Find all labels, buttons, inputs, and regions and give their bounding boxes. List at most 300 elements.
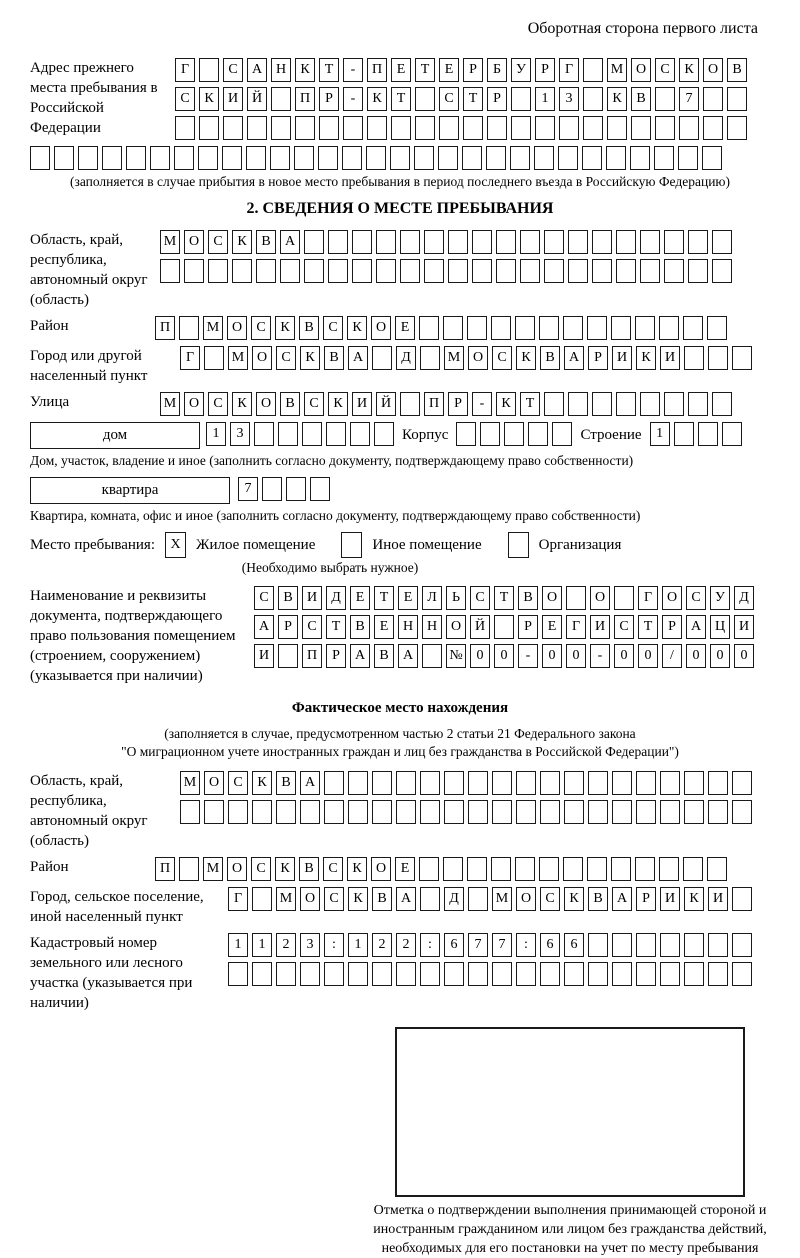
char-cell: С bbox=[540, 887, 560, 911]
char-cell: 0 bbox=[494, 644, 514, 668]
char-cell bbox=[588, 962, 608, 986]
char-cell bbox=[660, 962, 680, 986]
char-cell bbox=[420, 887, 440, 911]
char-cell: И bbox=[708, 887, 728, 911]
char-cell bbox=[204, 800, 224, 824]
char-cell: П bbox=[155, 857, 175, 881]
char-cell bbox=[552, 422, 572, 446]
char-cell bbox=[278, 422, 298, 446]
char-cell: И bbox=[612, 346, 632, 370]
char-cell: С bbox=[251, 316, 271, 340]
char-cell bbox=[708, 346, 728, 370]
char-cell bbox=[683, 857, 703, 881]
char-cell: О bbox=[542, 586, 562, 610]
char-cell bbox=[390, 146, 410, 170]
char-cell: С bbox=[228, 771, 248, 795]
char-cell: В bbox=[350, 615, 370, 639]
char-cell bbox=[448, 230, 468, 254]
char-cell bbox=[684, 346, 704, 370]
char-cell bbox=[516, 771, 536, 795]
char-cell bbox=[276, 962, 296, 986]
char-row bbox=[228, 933, 752, 957]
field-house bbox=[30, 422, 770, 449]
char-cell: К bbox=[232, 230, 252, 254]
actual-location-caption-line1: (заполняется в случае, предусмотренном частью 2 статьи 21 Федерального закона bbox=[164, 726, 636, 741]
char-cell: Р bbox=[588, 346, 608, 370]
char-cell: 7 bbox=[468, 933, 488, 957]
char-cell bbox=[636, 933, 656, 957]
actual-region-rows bbox=[180, 771, 752, 824]
char-cell bbox=[467, 857, 487, 881]
char-row bbox=[155, 316, 727, 340]
char-cell bbox=[660, 800, 680, 824]
char-cell bbox=[496, 230, 516, 254]
char-cell bbox=[491, 857, 511, 881]
char-cell bbox=[707, 857, 727, 881]
char-cell: У bbox=[511, 58, 531, 82]
char-cell bbox=[174, 146, 194, 170]
char-cell: М bbox=[228, 346, 248, 370]
actual-location-caption bbox=[30, 725, 770, 761]
char-cell bbox=[415, 116, 435, 140]
char-cell: Т bbox=[326, 615, 346, 639]
char-cell: М bbox=[492, 887, 512, 911]
char-cell bbox=[515, 316, 535, 340]
street-label: Улица bbox=[30, 394, 70, 410]
char-cell bbox=[540, 771, 560, 795]
char-cell: Ь bbox=[446, 586, 466, 610]
char-cell: Т bbox=[415, 58, 435, 82]
char-cell bbox=[419, 857, 439, 881]
char-row bbox=[160, 230, 732, 254]
char-cell: М bbox=[160, 392, 180, 416]
char-cell: С bbox=[175, 87, 195, 111]
char-cell: Д bbox=[444, 887, 464, 911]
char-cell bbox=[179, 316, 199, 340]
stamp-area bbox=[373, 1027, 785, 1258]
char-cell bbox=[352, 230, 372, 254]
char-cell: А bbox=[348, 346, 368, 370]
char-cell bbox=[376, 230, 396, 254]
cadastral-rows bbox=[228, 933, 752, 986]
char-cell: В bbox=[324, 346, 344, 370]
char-cell bbox=[400, 230, 420, 254]
char-cell: С bbox=[324, 887, 344, 911]
char-cell: Й bbox=[376, 392, 396, 416]
char-cell bbox=[564, 800, 584, 824]
field-city bbox=[30, 346, 770, 386]
char-cell bbox=[328, 259, 348, 283]
char-cell: П bbox=[295, 87, 315, 111]
apartment-caption: Квартира, комната, офис и иное (заполнить согласно документу, подтверждающему право собственности) bbox=[30, 508, 641, 523]
char-cell: Н bbox=[422, 615, 442, 639]
char-cell bbox=[630, 146, 650, 170]
char-cell bbox=[463, 116, 483, 140]
char-cell: Й bbox=[247, 87, 267, 111]
char-row bbox=[160, 259, 732, 283]
char-cell bbox=[544, 230, 564, 254]
char-cell bbox=[539, 316, 559, 340]
char-cell bbox=[732, 800, 752, 824]
char-cell bbox=[727, 87, 747, 111]
char-cell bbox=[614, 586, 634, 610]
char-cell bbox=[592, 259, 612, 283]
char-cell bbox=[372, 800, 392, 824]
char-cell bbox=[636, 962, 656, 986]
char-cell bbox=[300, 962, 320, 986]
char-cell: 3 bbox=[559, 87, 579, 111]
char-cell: 7 bbox=[492, 933, 512, 957]
char-cell: О bbox=[468, 346, 488, 370]
char-cell: 2 bbox=[276, 933, 296, 957]
char-cell: И bbox=[660, 346, 680, 370]
char-cell bbox=[444, 962, 464, 986]
char-cell: А bbox=[254, 615, 274, 639]
char-cell: 0 bbox=[542, 644, 562, 668]
field-apartment bbox=[30, 477, 770, 504]
char-cell bbox=[270, 146, 290, 170]
char-cell bbox=[420, 346, 440, 370]
char-row bbox=[180, 771, 752, 795]
char-cell: С bbox=[470, 586, 490, 610]
char-cell bbox=[54, 146, 74, 170]
char-cell bbox=[247, 116, 267, 140]
char-cell: М bbox=[444, 346, 464, 370]
char-cell: К bbox=[516, 346, 536, 370]
char-cell bbox=[179, 857, 199, 881]
char-cell bbox=[631, 116, 651, 140]
char-cell bbox=[304, 230, 324, 254]
char-cell bbox=[295, 116, 315, 140]
char-cell bbox=[199, 116, 219, 140]
char-cell: - bbox=[343, 58, 363, 82]
char-cell bbox=[208, 259, 228, 283]
char-cell: Р bbox=[326, 644, 346, 668]
char-cell bbox=[319, 116, 339, 140]
char-cell bbox=[708, 933, 728, 957]
char-cell bbox=[199, 58, 219, 82]
char-cell bbox=[468, 771, 488, 795]
char-cell bbox=[468, 800, 488, 824]
char-cell bbox=[222, 146, 242, 170]
char-cell: К bbox=[564, 887, 584, 911]
char-cell bbox=[528, 422, 548, 446]
char-cell bbox=[324, 962, 344, 986]
char-cell bbox=[468, 962, 488, 986]
char-cell: 2 bbox=[396, 933, 416, 957]
char-cell: О bbox=[371, 857, 391, 881]
char-cell bbox=[564, 962, 584, 986]
char-cell: Т bbox=[463, 87, 483, 111]
stroenie-label: Строение bbox=[580, 427, 642, 443]
char-cell bbox=[636, 800, 656, 824]
char-cell bbox=[102, 146, 122, 170]
char-cell bbox=[568, 230, 588, 254]
char-cell: В bbox=[280, 392, 300, 416]
char-cell: Т bbox=[494, 586, 514, 610]
section2-title: 2. СВЕДЕНИЯ О МЕСТЕ ПРЕБЫВАНИЯ bbox=[246, 200, 554, 217]
char-cell: С bbox=[208, 392, 228, 416]
char-cell bbox=[348, 771, 368, 795]
house-label-box: дом bbox=[30, 422, 200, 449]
char-cell bbox=[727, 116, 747, 140]
char-cell bbox=[708, 771, 728, 795]
char-cell: О bbox=[227, 857, 247, 881]
char-cell bbox=[304, 259, 324, 283]
char-cell bbox=[611, 316, 631, 340]
char-cell: Р bbox=[535, 58, 555, 82]
char-cell bbox=[708, 800, 728, 824]
char-cell bbox=[198, 146, 218, 170]
char-cell: Г bbox=[175, 58, 195, 82]
char-cell bbox=[374, 422, 394, 446]
char-cell bbox=[491, 316, 511, 340]
char-cell: С bbox=[302, 615, 322, 639]
char-cell: И bbox=[302, 586, 322, 610]
char-cell bbox=[343, 116, 363, 140]
char-cell: О bbox=[252, 346, 272, 370]
char-cell: И bbox=[734, 615, 754, 639]
char-cell bbox=[558, 146, 578, 170]
actual-region-label: Область, край, республика, автономный округ (область) bbox=[30, 773, 148, 849]
char-cell: С bbox=[251, 857, 271, 881]
char-cell bbox=[150, 146, 170, 170]
prev-address-label: Адрес прежнего места пребывания в Российской Федерации bbox=[30, 60, 158, 136]
char-cell bbox=[366, 146, 386, 170]
char-cell bbox=[443, 857, 463, 881]
char-cell: Т bbox=[391, 87, 411, 111]
char-cell bbox=[568, 392, 588, 416]
char-cell bbox=[712, 230, 732, 254]
char-cell bbox=[511, 116, 531, 140]
char-cell: К bbox=[496, 392, 516, 416]
char-cell bbox=[678, 146, 698, 170]
document-label: Наименование и реквизиты документа, подтверждающего право пользования помещением (строением, сооружением) (указывается при наличии) bbox=[30, 588, 236, 684]
char-cell: У bbox=[710, 586, 730, 610]
char-cell bbox=[324, 771, 344, 795]
char-cell bbox=[254, 422, 274, 446]
char-cell bbox=[588, 933, 608, 957]
char-cell bbox=[732, 346, 752, 370]
char-cell: 1 bbox=[348, 933, 368, 957]
char-cell: К bbox=[684, 887, 704, 911]
char-cell bbox=[664, 230, 684, 254]
char-cell bbox=[448, 259, 468, 283]
char-cell bbox=[592, 230, 612, 254]
char-cell bbox=[708, 962, 728, 986]
char-cell bbox=[684, 962, 704, 986]
char-cell: К bbox=[295, 58, 315, 82]
char-cell: 7 bbox=[679, 87, 699, 111]
field-prev-address bbox=[30, 58, 770, 140]
field-actual-district bbox=[30, 857, 770, 881]
char-cell bbox=[659, 316, 679, 340]
char-cell: Г bbox=[566, 615, 586, 639]
field-street bbox=[30, 392, 770, 416]
char-cell bbox=[516, 962, 536, 986]
char-cell: Л bbox=[422, 586, 442, 610]
char-cell: Д bbox=[326, 586, 346, 610]
char-cell: О bbox=[662, 586, 682, 610]
char-cell bbox=[660, 771, 680, 795]
char-cell: С bbox=[208, 230, 228, 254]
char-cell: Е bbox=[395, 857, 415, 881]
char-cell bbox=[636, 771, 656, 795]
char-cell bbox=[612, 771, 632, 795]
char-cell bbox=[607, 116, 627, 140]
actual-location-caption-line2: "О миграционном учете иностранных граждан и лиц без гражданства в Российской Федерации") bbox=[121, 744, 679, 759]
char-cell: Е bbox=[350, 586, 370, 610]
char-cell bbox=[520, 259, 540, 283]
char-cell bbox=[302, 422, 322, 446]
char-cell bbox=[252, 962, 272, 986]
option-other-premises-label: Иное помещение bbox=[372, 536, 482, 553]
char-cell bbox=[350, 422, 370, 446]
char-cell bbox=[534, 146, 554, 170]
char-cell bbox=[511, 87, 531, 111]
char-cell bbox=[587, 857, 607, 881]
char-cell bbox=[659, 857, 679, 881]
char-cell: Е bbox=[398, 586, 418, 610]
char-cell bbox=[566, 586, 586, 610]
stamp-caption: Отметка о подтверждении выполнения принимающей стороной и иностранным гражданином или лицом без гражданства действий, необходимых для его постановки на учет по месту пребывания bbox=[373, 1203, 767, 1256]
char-cell: 6 bbox=[444, 933, 464, 957]
char-cell: А bbox=[247, 58, 267, 82]
char-cell bbox=[439, 116, 459, 140]
char-cell: П bbox=[367, 58, 387, 82]
char-cell: П bbox=[424, 392, 444, 416]
char-cell: О bbox=[631, 58, 651, 82]
region-rows bbox=[160, 230, 732, 283]
char-cell: Й bbox=[470, 615, 490, 639]
char-cell bbox=[664, 392, 684, 416]
char-cell bbox=[702, 146, 722, 170]
char-cell bbox=[504, 422, 524, 446]
char-cell: Ц bbox=[710, 615, 730, 639]
char-cell: К bbox=[199, 87, 219, 111]
char-cell bbox=[246, 146, 266, 170]
char-cell bbox=[494, 615, 514, 639]
char-cell: 3 bbox=[300, 933, 320, 957]
char-cell: С bbox=[614, 615, 634, 639]
char-cell bbox=[612, 962, 632, 986]
char-cell: В bbox=[631, 87, 651, 111]
char-cell: И bbox=[254, 644, 274, 668]
char-cell bbox=[707, 316, 727, 340]
char-cell: С bbox=[323, 857, 343, 881]
char-cell bbox=[688, 392, 708, 416]
field-actual-region bbox=[30, 771, 770, 851]
char-cell: О bbox=[703, 58, 723, 82]
char-cell bbox=[396, 771, 416, 795]
char-cell bbox=[444, 771, 464, 795]
char-cell: 2 bbox=[372, 933, 392, 957]
char-cell bbox=[462, 146, 482, 170]
char-cell bbox=[414, 146, 434, 170]
char-cell: М bbox=[276, 887, 296, 911]
char-cell bbox=[328, 230, 348, 254]
char-cell: О bbox=[590, 586, 610, 610]
char-cell: Р bbox=[463, 58, 483, 82]
char-cell bbox=[588, 800, 608, 824]
char-cell: К bbox=[607, 87, 627, 111]
char-cell bbox=[616, 259, 636, 283]
char-cell bbox=[640, 392, 660, 416]
char-cell bbox=[712, 392, 732, 416]
district-label: Район bbox=[30, 318, 69, 334]
stay-type-note: (Необходимо выбрать нужное) bbox=[241, 560, 419, 575]
char-cell: 1 bbox=[535, 87, 555, 111]
actual-city-label: Город, сельское поселение, иной населенный пункт bbox=[30, 889, 204, 925]
char-cell: 0 bbox=[686, 644, 706, 668]
char-cell: В bbox=[374, 644, 394, 668]
prev-address-rows bbox=[175, 58, 747, 140]
char-cell: А bbox=[398, 644, 418, 668]
char-cell: А bbox=[280, 230, 300, 254]
char-cell bbox=[326, 422, 346, 446]
stay-type-label: Место пребывания: bbox=[30, 536, 155, 553]
char-cell bbox=[683, 316, 703, 340]
char-cell bbox=[278, 644, 298, 668]
char-cell bbox=[420, 962, 440, 986]
char-cell: А bbox=[564, 346, 584, 370]
char-cell bbox=[294, 146, 314, 170]
char-cell bbox=[286, 477, 306, 501]
char-cell bbox=[654, 146, 674, 170]
char-cell bbox=[684, 800, 704, 824]
char-cell: О bbox=[516, 887, 536, 911]
char-cell: И bbox=[223, 87, 243, 111]
char-cell bbox=[588, 771, 608, 795]
char-cell bbox=[180, 800, 200, 824]
char-cell: В bbox=[588, 887, 608, 911]
char-cell bbox=[587, 316, 607, 340]
char-cell: 0 bbox=[566, 644, 586, 668]
char-cell: В bbox=[299, 316, 319, 340]
char-cell: В bbox=[256, 230, 276, 254]
char-cell bbox=[480, 422, 500, 446]
char-cell bbox=[372, 962, 392, 986]
char-row-continuation bbox=[30, 146, 770, 170]
char-row bbox=[254, 615, 754, 639]
char-cell bbox=[684, 771, 704, 795]
char-cell bbox=[688, 230, 708, 254]
char-cell bbox=[722, 422, 742, 446]
char-cell: И bbox=[590, 615, 610, 639]
char-cell: К bbox=[636, 346, 656, 370]
char-cell bbox=[540, 962, 560, 986]
char-cell bbox=[318, 146, 338, 170]
char-cell: Т bbox=[638, 615, 658, 639]
char-cell bbox=[583, 87, 603, 111]
char-cell bbox=[415, 87, 435, 111]
char-cell: О bbox=[227, 316, 247, 340]
char-cell: 1 bbox=[206, 422, 226, 446]
char-row bbox=[155, 857, 727, 881]
char-cell: А bbox=[300, 771, 320, 795]
char-cell bbox=[655, 116, 675, 140]
char-cell bbox=[30, 146, 50, 170]
char-cell: - bbox=[472, 392, 492, 416]
char-cell bbox=[684, 933, 704, 957]
char-cell: М bbox=[203, 316, 223, 340]
char-cell bbox=[78, 146, 98, 170]
char-cell: Г bbox=[559, 58, 579, 82]
field-region bbox=[30, 230, 770, 310]
char-cell bbox=[396, 962, 416, 986]
char-row bbox=[180, 800, 752, 824]
char-cell bbox=[492, 962, 512, 986]
